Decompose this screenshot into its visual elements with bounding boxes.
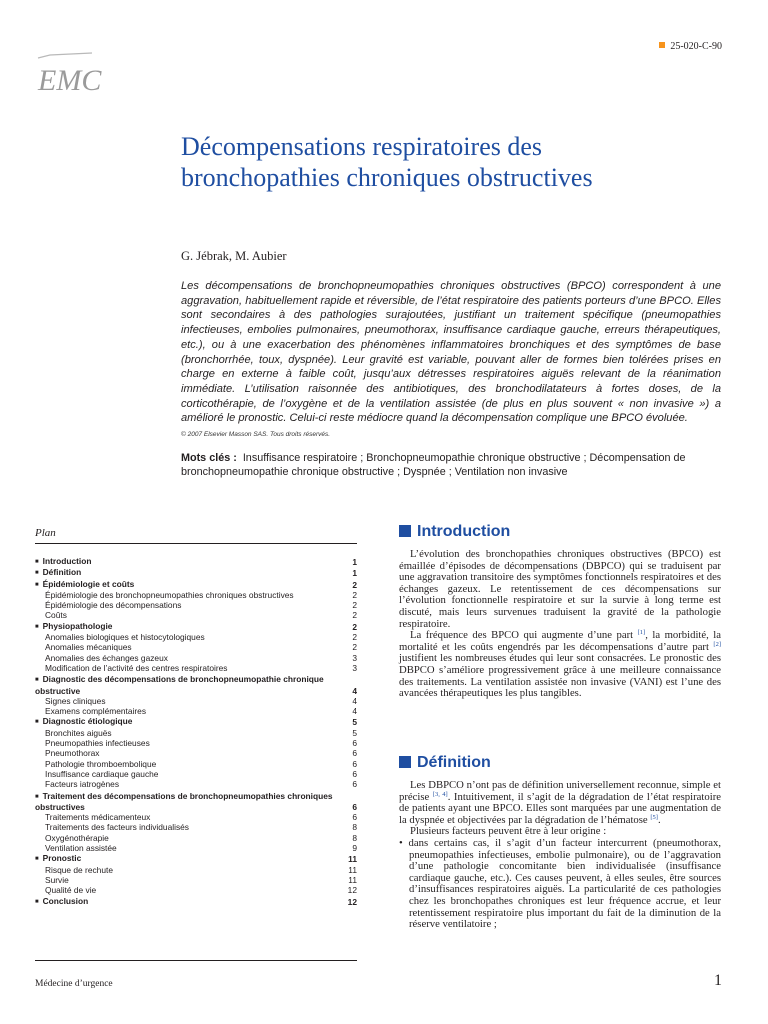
intro-p2-text-b: , la morbidité, la mortalité et les coûts engendrés par les décompensations d’autre part [399,629,722,653]
plan-entry-label: Épidémiologie des bronchopneumopathies chroniques obstructives [45,589,294,600]
plan-entry-label: Oxygénothérapie [45,832,109,843]
plan-entry[interactable] [35,717,357,727]
plan-entry-label: ■ Diagnostic étiologique [35,716,132,727]
definition-paragraph-1 [399,780,721,826]
plan-entry-page: 8 [352,822,357,833]
plan-entry-page: 12 [347,896,357,907]
emc-logo [34,52,102,100]
plan-entry-page: 2 [352,589,357,600]
plan-entry-page: 8 [352,832,357,843]
plan-entry[interactable] [35,642,357,652]
plan-entry-page: 4 [352,706,357,717]
plan-entry[interactable] [35,822,357,832]
plan-entry-label: Traitements médicamenteux [45,812,151,823]
plan-entry-label: ■ Traitement des décompensations de bronchopneumopathies chroniques obstructives [35,791,348,813]
plan-entry[interactable] [35,568,357,578]
plan-entry-label: Pneumopathies infectieuses [45,738,150,749]
plan-entry[interactable] [35,600,357,610]
plan-entry-page: 4 [352,695,357,706]
keywords-block [181,451,721,479]
plan-entry[interactable] [35,875,357,885]
plan-entry-label: ■ Pronostic [35,853,81,864]
plan-entry[interactable] [35,769,357,779]
plan-entry[interactable] [35,812,357,822]
plan-entry-page: 11 [348,874,357,885]
introduction-heading [399,523,510,541]
plan-entry-page: 2 [352,579,357,590]
plan-entry[interactable] [35,728,357,738]
article-title: Décompensations respiratoires des bronchopathies chroniques obstructives [181,132,593,192]
plan-entry[interactable] [35,580,357,590]
keywords-text: Insuffisance respiratoire ; Bronchopneumopathie chronique obstructive ; Décompensation de bronchopneumopathie chronique obstructive ; Dyspnée ; Ventilation non invasive [181,452,686,478]
plan-entry-label: ■ Physiopathologie [35,621,112,632]
plan-entry-label: Risque de rechute [45,864,113,875]
plan-entry-label: Anomalies biologiques et histocytologiques [45,632,205,643]
plan-entry-label: Examens complémentaires [45,706,147,717]
plan-entry-page: 5 [352,727,357,738]
heading-square-icon [399,525,411,537]
plan-entry-label: Anomalies mécaniques [45,642,132,653]
plan-entry-label: Anomalies des échanges gazeux [45,652,168,663]
plan-entry-page: 4 [352,685,357,696]
plan-entry-page: 6 [352,748,357,759]
plan-entry[interactable] [35,865,357,875]
article-code [659,41,722,52]
code-marker-icon [659,42,665,48]
plan-entry-label: Facteurs iatrogènes [45,779,120,790]
emc-logo-text: EMC [38,64,102,97]
plan-entry[interactable] [35,759,357,769]
plan-top-rule [35,543,357,544]
article-abstract: Les décompensations de bronchopneumopathies chroniques obstructives (BPCO) correspondent à une aggravation, habituellement rapide et réversible, de l’état respiratoire des patients porteurs d’une BPCO. Elles sont secondaires à des pathologies surajoutées, justifiant un traitement spécifique (pneumopathies infectieuses, embolies pulmonaires, pneumothorax, insuffisance cardiaque gauche, erreurs thérapeutiques, etc.), ou à une exacerbation des phénomènes inflammatoires bronchiques et des symptômes de base (bronchorrhée, toux, dyspnée). Leur gravité est variable, pouvant aller de formes bien tolérées prises en charge en externe à faible coût, jusqu’aux détresses respiratoires aiguës relevant de la réanimation immédiate. L’utilisation raisonnée des antibiotiques, des bronchodilatateurs à fortes doses, de la corticothérapie, de l’oxygène et de la ventilation assistée (de plus en plus souvent « non invasive ») a amélioré le pronostic. Celui-ci reste médiocre quand la décompensation complique une BPCO évoluée. [181,280,721,425]
plan-entry-page: 1 [352,557,357,567]
citation-link[interactable]: [3, 4] [432,790,448,798]
plan-entry[interactable] [35,897,357,907]
plan-entry-page: 2 [352,642,357,653]
plan-entry-label: Coûts [45,610,67,621]
plan-entry[interactable] [35,557,357,567]
emc-logo-graphic [34,52,102,100]
plan-entry-page: 1 [352,568,357,579]
plan-entry-page: 6 [352,738,357,749]
plan-entry[interactable] [35,610,357,620]
plan-entry[interactable] [35,706,357,716]
def-p1-text-c: . [657,813,661,826]
plan-entry-label: ■ Définition [35,567,81,578]
heading-square-icon [399,756,411,768]
intro-p2-text-c: justifient les nombreuses études qui leur sont consacrées. Le pronostic des DBPCO s’améliore progressivement grâce à une meilleure connaissance des traitements. La ventilation assistée non invasive (VANI) est l’une des avancées thérapeutiques les plus tangibles. [399,652,721,700]
introduction-heading-text: Introduction [417,523,511,540]
plan-entry-label: ■ Diagnostic des décompensations de bronchopneumopathie chronique obstructive [35,674,348,696]
plan-entry[interactable] [35,885,357,895]
citation-link[interactable]: [5] [650,813,658,821]
plan-entry-page: 6 [352,812,357,823]
plan-entry-label: Épidémiologie des décompensations [45,600,182,611]
plan-entry-page: 9 [352,843,357,854]
plan-entry-page: 2 [352,600,357,611]
plan-entry[interactable] [35,854,357,864]
plan-entry[interactable] [35,632,357,642]
definition-body [399,780,721,931]
plan-entry-page: 11 [348,864,357,875]
plan-entry-label: Ventilation assistée [45,843,117,854]
definition-bullet-1: • dans certains cas, il s’agit d’un facteur intercurrent (pneumothorax, pneumopathies infectieuses, embolie pulmonaire), ou de l’aggravation d’une pathologie concomitante bien individualisée (insuffisance cardiaque gauche, etc.). Ces causes peuvent, à elles seules, être sources d’insuffisances respiratoires aiguës. La particularité de ces pathologies chez les bronchopathes chroniques est leur fréquence accrue, et leur retentissement respiratoire plus important du fait de la diminution de la réserve ventilatoire ; [399,836,721,931]
citation-link[interactable]: [1] [637,629,646,637]
plan-entry[interactable] [35,748,357,758]
plan-entry-page: 3 [352,652,357,663]
def-p1-text-a: Les DBPCO n’ont pas de définition universellement reconnue, simple et précise [399,779,721,803]
plan-entry-label: Pneumothorax [45,748,100,759]
plan-entry-label: Insuffisance cardiaque gauche [45,768,159,779]
plan-entry[interactable] [35,791,357,813]
plan-entry-label: Qualité de vie [45,885,97,896]
plan-entry-label: ■ Introduction [35,556,91,567]
plan-entry-label: Traitements des facteurs individualisés [45,822,189,833]
plan-entry[interactable] [35,663,357,673]
plan-entry-page: 11 [348,854,357,865]
plan-entry-label: ■ Conclusion [35,896,88,907]
plan-entry-label: Pathologie thromboembolique [45,758,157,769]
article-authors: G. Jébrak, M. Aubier [181,249,287,263]
introduction-paragraph-2 [399,630,721,700]
plan-list [35,556,357,907]
plan-entry-page: 6 [352,801,357,812]
plan-entry-page: 12 [347,885,357,896]
plan-entry-page: 6 [352,758,357,769]
plan-entry-page: 5 [352,717,357,728]
plan-entry-label: ■ Épidémiologie et coûts [35,579,134,590]
plan-entry[interactable] [35,590,357,600]
intro-p2-text-a: La fréquence des BPCO qui augmente d’une part [410,629,634,642]
plan-entry[interactable] [35,738,357,748]
page-number: 1 [714,972,722,989]
introduction-paragraph-1: L’évolution des bronchopathies chroniques obstructives (BPCO) est émaillée d’épisodes de décompensations (DBPCO) qui se traduisent par une aggravation transitoire des symptômes fonctionnels respiratoires et des échanges gazeux. Le retentissement de ces décompensations sur l’évolution fonctionnelle respiratoire et sur la survie à long terme est discuté, mais leurs survenues traduisent la gravité de la pathologie respiratoire. [399,548,721,630]
plan-entry-label: Bronchites aiguës [45,727,112,738]
plan-entry[interactable] [35,779,357,789]
plan-entry-page: 2 [352,632,357,643]
plan-entry-label: Signes cliniques [45,695,106,706]
plan-entry[interactable] [35,843,357,853]
definition-heading-text: Définition [417,754,491,771]
plan-entry-page: 2 [352,610,357,621]
plan-label: Plan [35,527,56,539]
plan-entry[interactable] [35,653,357,663]
article-code-text: 25-020-C-90 [670,41,722,52]
plan-entry-label: Modification de l’activité des centres respiratoires [45,662,228,673]
plan-entry-page: 3 [352,662,357,673]
definition-paragraph-2: Plusieurs facteurs peuvent être à leur origine : [410,825,607,838]
plan-bottom-rule [35,960,357,961]
plan-entry[interactable] [35,696,357,706]
plan-entry[interactable] [35,674,357,696]
plan-entry-page: 6 [352,768,357,779]
copyright-notice: © 2007 Elsevier Masson SAS. Tous droits réservés. [181,431,331,438]
plan-entry-label: Survie [45,874,69,885]
def-p1-text-b: . Intuitivement, il s’agit de la dégradation de l’état respiratoire de patients ayant une BPCO. Elles sont marquées par une augmentation de la dyspnée et objectivées par la dégradation de l’hématose [399,790,721,826]
plan-entry-page: 2 [352,621,357,632]
citation-link[interactable]: [2] [713,640,721,648]
plan-entry-page: 6 [352,779,357,790]
plan-entry[interactable] [35,833,357,843]
introduction-body [399,549,721,700]
plan-entry[interactable] [35,622,357,632]
keywords-label: Mots clés : [181,452,237,464]
definition-heading [399,754,491,772]
journal-name: Médecine d’urgence [35,979,113,989]
